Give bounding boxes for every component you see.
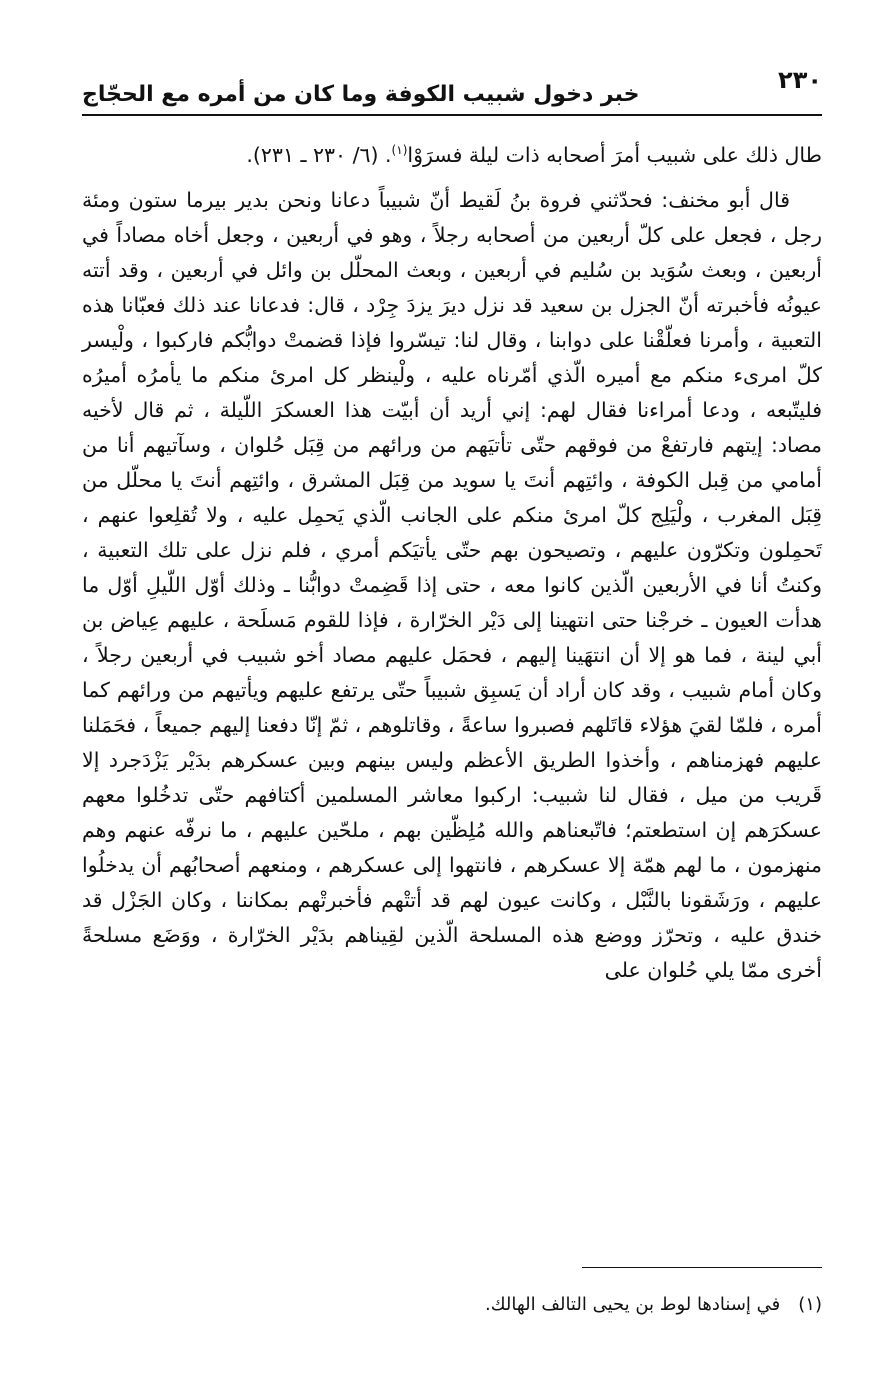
footnote-text: في إسنادها لوط بن يحيى التالف الهالك.	[484, 1294, 781, 1315]
footnote-rule	[582, 1267, 822, 1268]
footnote	[82, 1290, 822, 1320]
paragraph-1	[82, 138, 822, 173]
page-number: ٢٣٠	[778, 66, 822, 94]
header-rule	[82, 114, 822, 116]
page-header	[82, 60, 822, 112]
running-title: خبر دخول شبيب الكوفة وما كان من أمره مع الحجّاج	[82, 82, 640, 107]
paragraph-1-citation: . (٦/ ٢٣٠ ـ ٢٣١).	[246, 143, 392, 167]
paragraph-1-text: طال ذلك على شبيب أمرَ أصحابه ذات ليلة فسرَوْا	[407, 143, 822, 167]
footnote-reference[interactable]: (١)	[391, 143, 408, 158]
main-text	[82, 138, 822, 988]
paragraph-2: قال أبو مخنف: فحدّثني فروة بنُ لَقيط أنّ شبيباً دعانا ونحن بدير بيرما ستون ومئة رجل ، فجعل على كلّ أربعين من أصحابه رجلاً ، وهو في أربعين ، وجعل أخاه مصاداً في أربعين ، وبعث سُوَيد بن سُليم في أربعين ، وبعث المحلّل بن وائل في أربعين ، وقد أتته عيونُه فأخبرته أنّ الجزل بن سعيد قد نزل ديرَ يزدَ جِرْد ، قال: فدعانا عند ذلك فعبّانا هذه التعبية ، وأمرنا فعلّقْنا على دوابنا ، وقال لنا: تيسّروا فإذا قضمتْ دوابُّكم فاركبوا ، ولْيسر كلّ امرىء منكم مع أميره الّذي أمّرناه عليه ، ولْينظر كل امرئ منكم ما يأمرُه أميرُه فليتّبعه ، ودعا أمراءنا فقال لهم: إني أريد أن أبيّت هذا العسكرَ اللّيلة ، ثم قال لأخيه مصاد: إيتهم فارتفعْ من فوقهم حتّى تأتيَهم من ورائهم من قِبَل حُلوان ، وسآتيهم أنا من أمامي من قِبل الكوفة ، وائتِهم أنتَ يا سويد من قِبَل المشرق ، وائتِهم أنتَ يا محلّل من قِبَل المغرب ، ولْيَلِج كلّ امرئ منكم على الجانب الّذي يَحمِل عليه ، ولا تُقلِعوا عنهم ، تَحمِلون وتكرّون عليهم ، وتصيحون بهم حتّى يأتيَكم أمري ، فلم نزل على تلك التعبية ، وكنتُ أنا في الأربعين الّذين كانوا معه ، حتى إذا قَضِمتْ دوابُّنا ـ وذلك أوّل اللّيلِ أوّل ما هدأت العيون ـ خرجْنا حتى انتهينا إلى دَيْر الخرّارة ، فإذا للقوم مَسلَحة ، عليهم عِياض بن أبي لينة ، فما هو إلا أن انتهَينا إليهم ، فحمَل عليهم مصاد أخو شبيب في أربعين رجلاً ، وكان أمام شبيب ، وقد كان أراد أن يَسبِق شبيباً حتّى يرتفع عليهم ويأتيهم من ورائهم كما أمره ، فلمّا لقيَ هؤلاء قاتَلهم فصبروا ساعةً ، وقاتلوهم ، ثمّ إنّا دفعنا إليهم جميعاً ، فحَمَلنا عليهم فهزمناهم ، وأخذوا الطريق الأعظم وليس بينهم وبين عسكرهم بدَيْر يَزْدَجرد إلا قَريب من ميل ، فقال لنا شبيب: اركبوا معاشر المسلمين أكتافهم حتّى تدخُلوا معهم عسكرَهم إن استطعتم؛ فاتّبعناهم والله مُلِظّين بهم ، ملحّين عليهم ، ما نرفّه عنهم وهم منهزمون ، ما لهم همّة إلا عسكرهم ، فانتهوا إلى عسكرهم ، ومنعهم أصحابُهم أن يدخلُوا عليهم ، ورَشَقونا بالنَّبْل ، وكانت عيون لهم قد أتتْهم فأخبرتْهم بمكاننا ، وكان الجَزْل قد خندق عليه ، وتحرّز ووضع هذه المسلحة الّذين لقِيناهم بدَيْر الخرّارة ، ووَضَع مسلحةً أخرى ممّا يلي حُلوان على	[82, 188, 822, 982]
footnote-marker: (١)	[798, 1294, 822, 1315]
